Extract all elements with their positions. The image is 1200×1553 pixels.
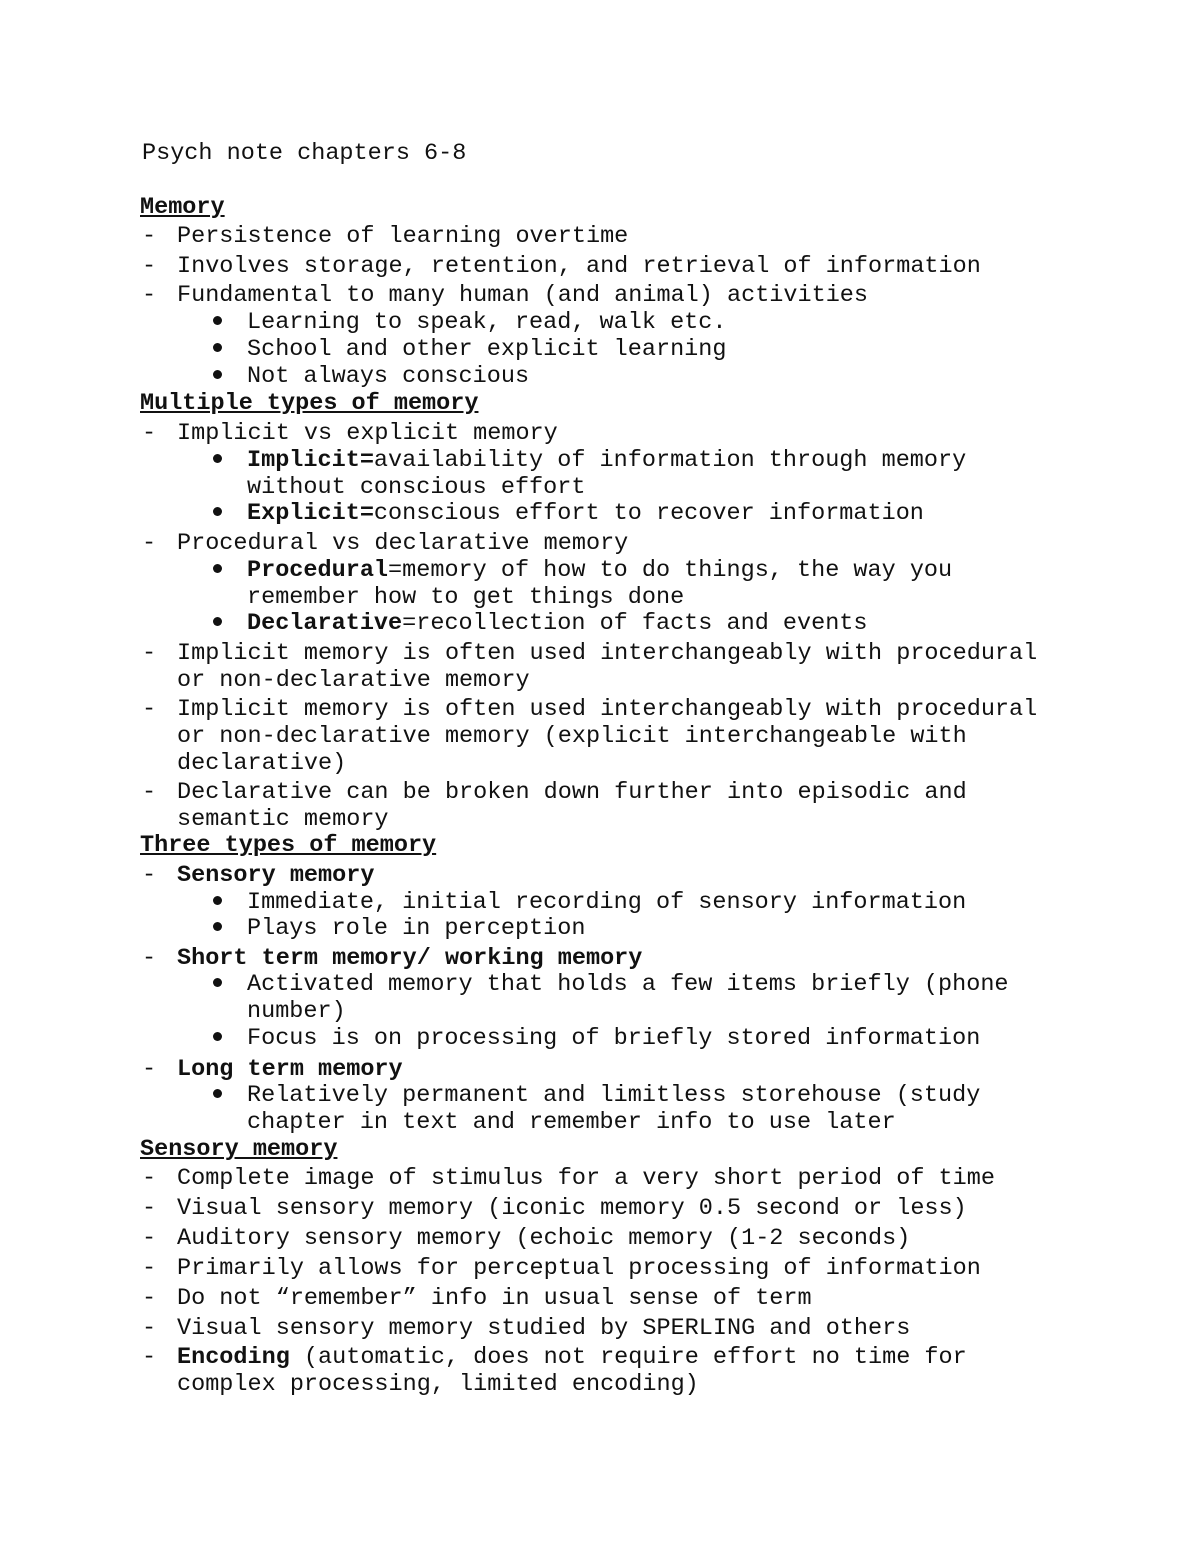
definition-text: =recollection of facts and events (402, 610, 868, 637)
dash-marker: - (142, 1165, 157, 1192)
bullet-icon (210, 971, 224, 999)
dash-marker: - (142, 223, 157, 250)
list-item-text: Fundamental to many human (and animal) activities (177, 282, 869, 309)
list-item-text: Involves storage, retention, and retrieval of information (177, 253, 981, 280)
dash-marker: - (142, 1315, 157, 1342)
term-sensory-memory: Sensory memory (177, 862, 375, 889)
definition-text: (automatic, does not require effort no time for (289, 1344, 967, 1371)
dash-marker: - (142, 1344, 157, 1371)
dash-marker: - (142, 696, 157, 723)
list-item-continuation: complex processing, limited encoding) (177, 1371, 699, 1398)
dash-marker: - (142, 530, 157, 557)
term-long-term-memory: Long term memory (177, 1056, 403, 1083)
list-item-text: Do not “remember” info in usual sense of term (177, 1285, 812, 1312)
list-item-text (177, 1056, 403, 1084)
sub-list-item-text: Plays role in perception (247, 915, 586, 942)
bullet-icon (210, 309, 224, 337)
bullet-icon (210, 363, 224, 391)
sub-list-item-text: School and other explicit learning (247, 336, 727, 363)
definition-continuation: without conscious effort (247, 474, 586, 501)
list-item-text: Procedural vs declarative memory (177, 530, 629, 557)
bullet-icon (210, 447, 224, 475)
sub-list-item (0, 915, 1200, 943)
definition-implicit (247, 447, 966, 475)
list-item-continuation: or non-declarative memory (explicit interchangeable with (177, 723, 967, 750)
dash-marker: - (142, 1285, 157, 1312)
sub-list-item-text: Not always conscious (247, 363, 530, 390)
dash-marker: - (142, 1225, 157, 1252)
bullet-icon (210, 915, 224, 943)
term-short-term-memory: Short term memory/ working memory (177, 945, 643, 972)
term-procedural: Procedural (247, 557, 389, 584)
list-item-text (177, 1344, 967, 1372)
sub-list-item-continuation: chapter in text and remember info to use later (247, 1109, 896, 1136)
definition-procedural (247, 557, 952, 585)
definition-continuation: remember how to get things done (247, 584, 685, 611)
sub-list-item-text: Learning to speak, read, walk etc. (247, 309, 727, 336)
section-heading-three-types: Three types of memory (140, 832, 437, 859)
term-explicit: Explicit= (247, 500, 374, 527)
bullet-icon (210, 336, 224, 364)
list-item-text: Auditory sensory memory (echoic memory (1-2 seconds) (177, 1225, 911, 1252)
list-item-text: Primarily allows for perceptual processing of information (177, 1255, 981, 1282)
dash-marker: - (142, 945, 157, 972)
definition-text: conscious effort to recover information (373, 500, 924, 527)
list-item-continuation: declarative) (177, 750, 347, 777)
definition-text: availability of information through memory (373, 447, 967, 474)
sub-list-item-text: Immediate, initial recording of sensory information (247, 889, 967, 916)
list-item-continuation: or non-declarative memory (177, 667, 530, 694)
dash-marker: - (142, 1195, 157, 1222)
list-item-text (177, 945, 642, 973)
sub-list-item-continuation: number) (247, 998, 346, 1025)
bullet-icon (210, 889, 224, 917)
sub-list-item-text: Focus is on processing of briefly stored information (247, 1025, 981, 1052)
sub-list-item (0, 363, 1200, 391)
sub-list-item-text: Relatively permanent and limitless storehouse (study (247, 1082, 981, 1109)
term-encoding: Encoding (177, 1344, 290, 1371)
list-item-text: Implicit memory is often used interchangeably with procedural (177, 640, 1038, 667)
definition-text: =memory of how to do things, the way you (388, 557, 953, 584)
dash-marker: - (142, 420, 157, 447)
dash-marker: - (142, 640, 157, 667)
bullet-icon (210, 500, 224, 528)
dash-marker: - (142, 282, 157, 309)
bullet-icon (210, 1025, 224, 1053)
list-item-continuation: semantic memory (177, 806, 389, 833)
list-item-text: Visual sensory memory (iconic memory 0.5 second or less) (177, 1195, 967, 1222)
list-item-text: Declarative can be broken down further into episodic and (177, 779, 967, 806)
dash-marker: - (142, 862, 157, 889)
definition-declarative (247, 610, 868, 638)
page-title: Psych note chapters 6-8 (142, 140, 467, 167)
definition-explicit (247, 500, 924, 528)
bullet-icon (210, 610, 224, 638)
list-item-text: Complete image of stimulus for a very short period of time (177, 1165, 995, 1192)
list-item-text (177, 862, 374, 890)
list-item-text: Implicit vs explicit memory (177, 420, 558, 447)
dash-marker: - (142, 779, 157, 806)
list-item-text: Persistence of learning overtime (177, 223, 629, 250)
term-declarative: Declarative (247, 610, 403, 637)
bullet-icon (210, 1082, 224, 1110)
section-heading-sensory-memory: Sensory memory (140, 1136, 338, 1163)
section-heading-memory: Memory (140, 194, 225, 221)
dash-marker: - (142, 1056, 157, 1083)
sub-list-item-text: Activated memory that holds a few items briefly (phone (247, 971, 1009, 998)
list-item-text: Implicit memory is often used interchangeably with procedural (177, 696, 1038, 723)
list-item-text: Visual sensory memory studied by SPERLING and others (177, 1315, 911, 1342)
section-heading-multiple-types: Multiple types of memory (140, 390, 479, 417)
term-implicit: Implicit= (247, 447, 374, 474)
bullet-icon (210, 557, 224, 585)
dash-marker: - (142, 1255, 157, 1282)
dash-marker: - (142, 253, 157, 280)
